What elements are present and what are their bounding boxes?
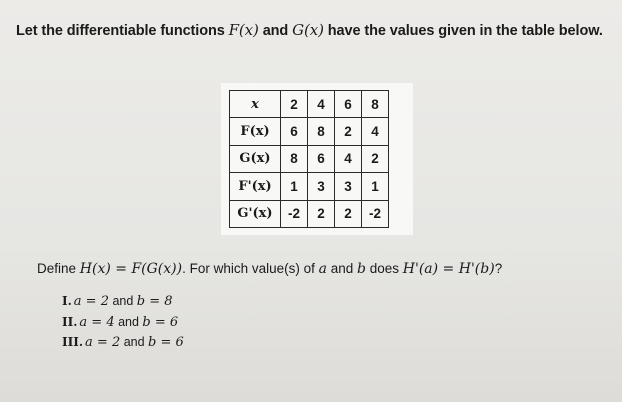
option-number: I. — [62, 294, 72, 308]
option-a: a = 2 — [85, 335, 121, 350]
table-cell: 6 — [281, 118, 308, 145]
option-1 — [62, 294, 173, 309]
option-b: b = 6 — [142, 315, 179, 330]
option-b: b = 6 — [148, 335, 184, 350]
question-b: b — [357, 261, 366, 277]
table-cell: 4 — [362, 118, 389, 145]
table-cell: 2 — [335, 200, 362, 227]
table-cell: -2 — [362, 200, 389, 227]
question-part2: . For which value(s) of — [182, 261, 319, 276]
values-table — [229, 90, 389, 228]
question-condition: H'(a) = H'(b) — [402, 261, 495, 277]
option-2 — [62, 315, 178, 330]
question-part3: and — [327, 261, 358, 276]
question-part5: ? — [494, 261, 503, 276]
table-row-fprime — [230, 173, 389, 200]
question-part4: does — [366, 261, 403, 276]
table-row-f — [230, 118, 389, 145]
intro-part3: have the values given in the table below. — [323, 23, 603, 39]
table-cell: 4 — [335, 145, 362, 172]
row-header: F(x) — [230, 118, 281, 145]
intro-text — [16, 21, 603, 39]
table-cell: 1 — [281, 173, 308, 200]
table-row-x — [230, 91, 389, 118]
table-cell: 8 — [362, 91, 389, 118]
table-cell: 2 — [362, 145, 389, 172]
table-row-g — [230, 145, 389, 172]
option-number: III. — [62, 335, 84, 349]
table-cell: 2 — [281, 91, 308, 118]
option-a: a = 2 — [73, 294, 109, 309]
intro-g: G(x) — [292, 21, 324, 39]
table-cell: 4 — [308, 91, 335, 118]
table-cell: -2 — [281, 200, 308, 227]
table-cell: 8 — [281, 145, 308, 172]
table-cell: 1 — [362, 173, 389, 200]
table-row-gprime — [230, 200, 389, 227]
row-header: G(x) — [230, 145, 281, 172]
table-cell: 3 — [335, 173, 362, 200]
table-cell: 6 — [335, 91, 362, 118]
row-header: x — [230, 91, 281, 118]
intro-part1: Let the differentiable functions — [16, 23, 229, 39]
table-card — [221, 83, 413, 235]
table-cell: 3 — [308, 173, 335, 200]
option-3 — [62, 335, 184, 350]
option-a: a = 4 — [79, 315, 115, 330]
table-cell: 2 — [308, 200, 335, 227]
option-number: II. — [62, 315, 78, 329]
table-cell: 6 — [308, 145, 335, 172]
option-and: and — [108, 294, 137, 308]
question-a: a — [318, 261, 327, 277]
table-cell: 2 — [335, 118, 362, 145]
row-header: G'(x) — [230, 200, 281, 227]
question-text — [37, 261, 502, 277]
question-part1: Define — [37, 261, 80, 276]
option-and: and — [120, 335, 149, 349]
question-definition: H(x) = F(G(x)) — [79, 261, 183, 277]
intro-f: F(x) — [228, 21, 259, 39]
intro-part2: and — [258, 23, 293, 39]
row-header: F'(x) — [230, 173, 281, 200]
option-b: b = 8 — [136, 294, 173, 309]
table-cell: 8 — [308, 118, 335, 145]
option-and: and — [114, 315, 143, 329]
